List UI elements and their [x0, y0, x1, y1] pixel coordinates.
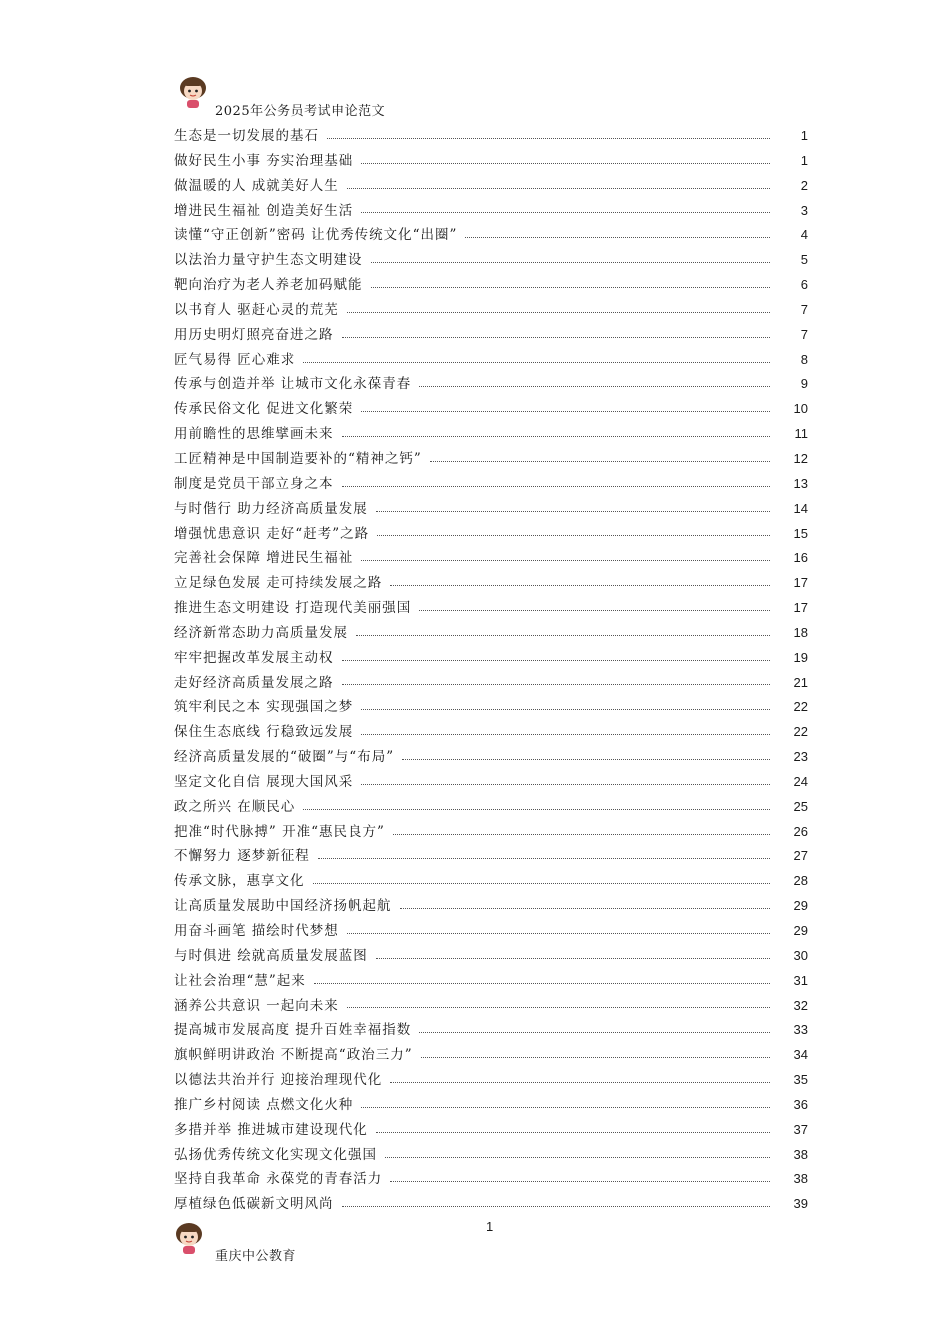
toc-entry-title: 保住生态底线 行稳致远发展 — [174, 724, 354, 741]
toc-entry-page: 32 — [793, 997, 808, 1013]
toc-entry-page: 31 — [793, 972, 808, 988]
toc-entry[interactable] — [174, 1192, 808, 1217]
toc-entry-page: 12 — [793, 450, 808, 466]
toc-entry-title: 旗帜鲜明讲政治 不断提高“政治三力” — [174, 1047, 413, 1064]
toc-entry-page: 18 — [793, 624, 808, 640]
toc-entry-title: 经济新常态助力高质量发展 — [174, 624, 348, 641]
toc-entry-title: 与时俱进 绘就高质量发展蓝图 — [174, 947, 368, 964]
toc-dot-leader — [342, 684, 771, 685]
toc-dot-leader — [390, 1082, 770, 1083]
toc-entry-title: 做温暖的人 成就美好人生 — [174, 177, 339, 194]
toc-dot-leader — [419, 1032, 770, 1033]
footer-organization: 重庆中公教育 — [215, 1249, 297, 1264]
toc-entry-page: 17 — [793, 600, 808, 616]
toc-entry-page: 7 — [800, 326, 808, 342]
toc-entry[interactable] — [174, 894, 808, 919]
toc-entry[interactable] — [174, 522, 808, 547]
toc-entry[interactable] — [174, 1093, 808, 1118]
toc-entry[interactable] — [174, 447, 808, 472]
toc-entry-page: 24 — [793, 773, 808, 789]
toc-dot-leader — [342, 436, 771, 437]
toc-entry[interactable] — [174, 199, 808, 224]
toc-dot-leader — [361, 212, 770, 213]
toc-entry-title: 读懂“守正创新”密码 让优秀传统文化“出圈” — [174, 227, 458, 244]
toc-entry-page: 25 — [793, 798, 808, 814]
toc-entry-title: 做好民生小事 夯实治理基础 — [174, 152, 354, 169]
toc-entry-title: 以德法共治并行 迎接治理现代化 — [174, 1072, 383, 1089]
toc-entry[interactable] — [174, 422, 808, 447]
toc-dot-leader — [313, 883, 771, 884]
toc-dot-leader — [402, 759, 770, 760]
toc-entry-title: 坚持自我革命 永葆党的青春活力 — [174, 1171, 383, 1188]
toc-entry-title: 增进民生福祉 创造美好生活 — [174, 202, 354, 219]
toc-entry[interactable] — [174, 695, 808, 720]
toc-entry-title: 提高城市发展高度 提升百姓幸福指数 — [174, 1022, 412, 1039]
toc-dot-leader — [371, 287, 771, 288]
toc-entry[interactable] — [174, 671, 808, 696]
toc-entry-title: 让高质量发展助中国经济扬帆起航 — [174, 898, 392, 915]
toc-entry-page: 11 — [794, 426, 808, 442]
toc-entry[interactable] — [174, 869, 808, 894]
toc-entry-title: 涵养公共意识 一起向未来 — [174, 997, 339, 1014]
toc-entry[interactable] — [174, 770, 808, 795]
toc-entry[interactable] — [174, 298, 808, 323]
toc-dot-leader — [347, 312, 770, 313]
toc-entry[interactable] — [174, 646, 808, 671]
toc-entry-page: 4 — [800, 227, 808, 243]
toc-entry-page: 3 — [800, 202, 808, 218]
toc-entry-page: 30 — [793, 947, 808, 963]
toc-entry-page: 16 — [793, 550, 808, 566]
toc-dot-leader — [419, 386, 770, 387]
toc-entry-title: 坚定文化自信 展现大国风采 — [174, 773, 354, 790]
toc-entry[interactable] — [174, 248, 808, 273]
toc-dot-leader — [318, 858, 770, 859]
toc-entry-title: 生态是一切发展的基石 — [174, 128, 319, 144]
toc-entry-title: 把准“时代脉搏” 开准“惠民良方” — [174, 823, 385, 840]
toc-dot-leader — [419, 610, 770, 611]
toc-entry-page: 37 — [793, 1121, 808, 1137]
toc-entry-page: 1 — [800, 152, 808, 168]
toc-entry-page: 21 — [793, 674, 808, 690]
toc-entry-title: 以法治力量守护生态文明建设 — [174, 252, 363, 269]
toc-dot-leader — [400, 908, 771, 909]
toc-entry-page: 28 — [793, 873, 808, 889]
toc-dot-leader — [361, 709, 770, 710]
toc-entry-page: 19 — [793, 649, 808, 665]
toc-entry-page: 5 — [800, 252, 808, 268]
toc-dot-leader — [303, 362, 770, 363]
toc-dot-leader — [390, 585, 770, 586]
toc-entry-title: 用前瞻性的思维擘画未来 — [174, 426, 334, 443]
toc-entry-page: 14 — [793, 500, 808, 516]
page-number: 1 — [486, 1219, 494, 1234]
toc-entry-title: 政之所兴 在顺民心 — [174, 798, 296, 815]
toc-entry-page: 17 — [793, 575, 808, 591]
toc-entry-title: 经济高质量发展的“破圈”与“布局” — [174, 749, 395, 766]
toc-dot-leader — [347, 1007, 770, 1008]
toc-entry-title: 用历史明灯照亮奋进之路 — [174, 326, 334, 343]
toc-entry-title: 走好经济高质量发展之路 — [174, 674, 334, 691]
toc-entry[interactable] — [174, 397, 808, 422]
cartoon-avatar-logo-icon — [174, 1222, 204, 1254]
toc-entry[interactable] — [174, 795, 808, 820]
toc-entry-title: 厚植绿色低碳新文明风尚 — [174, 1196, 334, 1213]
toc-entry-page: 2 — [800, 177, 808, 193]
toc-entry[interactable] — [174, 223, 808, 248]
toc-entry-title: 靶向治疗为老人养老加码赋能 — [174, 277, 363, 294]
toc-entry-page: 22 — [793, 699, 808, 715]
toc-entry-page: 34 — [793, 1047, 808, 1063]
toc-entry[interactable] — [174, 596, 808, 621]
toc-entry-title: 传承文脉，惠享文化 — [174, 873, 305, 890]
toc-entry-title: 弘扬优秀传统文化实现文化强国 — [174, 1146, 377, 1163]
toc-entry-page: 29 — [793, 898, 808, 914]
toc-dot-leader — [361, 411, 770, 412]
toc-dot-leader — [390, 1181, 770, 1182]
toc-dot-leader — [376, 1132, 770, 1133]
toc-dot-leader — [376, 511, 770, 512]
toc-entry-title: 让社会治理“慧”起来 — [174, 972, 306, 989]
toc-entry[interactable] — [174, 1118, 808, 1143]
toc-entry[interactable] — [174, 820, 808, 845]
toc-entry[interactable] — [174, 844, 808, 869]
toc-entry[interactable] — [174, 472, 808, 497]
toc-dot-leader — [361, 784, 770, 785]
toc-dot-leader — [342, 660, 771, 661]
toc-entry[interactable] — [174, 1043, 808, 1068]
toc-entry-page: 36 — [793, 1096, 808, 1112]
toc-entry-title: 多措并举 推进城市建设现代化 — [174, 1121, 368, 1138]
toc-dot-leader — [361, 163, 770, 164]
toc-entry[interactable] — [174, 969, 808, 994]
table-of-contents — [174, 124, 808, 1217]
toc-entry[interactable] — [174, 994, 808, 1019]
toc-entry-page: 13 — [793, 475, 808, 491]
toc-entry[interactable] — [174, 1018, 808, 1043]
toc-dot-leader — [356, 635, 770, 636]
toc-entry-title: 以书育人 驱赶心灵的荒芜 — [174, 301, 339, 318]
toc-entry-page: 15 — [793, 525, 808, 541]
toc-dot-leader — [303, 809, 770, 810]
toc-dot-leader — [342, 486, 771, 487]
toc-dot-leader — [342, 337, 771, 338]
toc-dot-leader — [465, 237, 770, 238]
toc-entry-title: 匠气易得 匠心难求 — [174, 351, 296, 368]
toc-entry[interactable] — [174, 919, 808, 944]
toc-entry[interactable] — [174, 571, 808, 596]
toc-entry-page: 35 — [793, 1072, 808, 1088]
toc-entry[interactable] — [174, 745, 808, 770]
toc-entry-title: 不懈努力 逐梦新征程 — [174, 848, 310, 865]
toc-dot-leader — [347, 933, 770, 934]
toc-entry-title: 增强忧患意识 走好“赶考”之路 — [174, 525, 370, 542]
toc-entry[interactable] — [174, 149, 808, 174]
toc-entry[interactable] — [174, 944, 808, 969]
toc-entry[interactable] — [174, 323, 808, 348]
toc-entry-page: 1 — [800, 128, 808, 143]
cartoon-avatar-logo-icon — [178, 76, 208, 108]
toc-dot-leader — [376, 958, 770, 959]
toc-entry-page: 9 — [800, 376, 808, 392]
toc-entry-page: 10 — [793, 401, 808, 417]
document-title: 2025年公务员考试申论范文 — [215, 104, 386, 119]
toc-dot-leader — [393, 834, 770, 835]
toc-dot-leader — [327, 138, 770, 139]
toc-entry-page: 6 — [800, 277, 808, 293]
toc-entry-page: 38 — [793, 1146, 808, 1162]
toc-entry[interactable] — [174, 273, 808, 298]
toc-entry[interactable] — [174, 497, 808, 522]
toc-entry-title: 筑牢利民之本 实现强国之梦 — [174, 699, 354, 716]
toc-entry-title: 推进生态文明建设 打造现代美丽强国 — [174, 600, 412, 617]
toc-entry-title: 传承民俗文化 促进文化繁荣 — [174, 401, 354, 418]
toc-entry-title: 工匠精神是中国制造要补的“精神之钙” — [174, 450, 422, 467]
toc-entry[interactable] — [174, 621, 808, 646]
toc-entry[interactable] — [174, 124, 808, 149]
toc-entry[interactable] — [174, 348, 808, 373]
toc-entry-page: 39 — [793, 1196, 808, 1212]
toc-entry-page: 26 — [793, 823, 808, 839]
toc-entry[interactable] — [174, 720, 808, 745]
toc-entry[interactable] — [174, 1167, 808, 1192]
toc-dot-leader — [421, 1057, 770, 1058]
toc-entry-page: 8 — [800, 351, 808, 367]
toc-dot-leader — [342, 1206, 771, 1207]
toc-entry[interactable] — [174, 1143, 808, 1168]
toc-dot-leader — [385, 1157, 770, 1158]
toc-entry-title: 完善社会保障 增进民生福祉 — [174, 550, 354, 567]
toc-dot-leader — [314, 983, 770, 984]
toc-entry-page: 33 — [793, 1022, 808, 1038]
toc-entry[interactable] — [174, 174, 808, 199]
toc-entry-title: 牢牢把握改革发展主动权 — [174, 649, 334, 666]
toc-entry-title: 制度是党员干部立身之本 — [174, 475, 334, 492]
toc-dot-leader — [430, 461, 770, 462]
toc-entry[interactable] — [174, 546, 808, 571]
toc-entry-page: 22 — [793, 724, 808, 740]
toc-entry[interactable] — [174, 372, 808, 397]
toc-entry-title: 立足绿色发展 走可持续发展之路 — [174, 575, 383, 592]
toc-dot-leader — [371, 262, 771, 263]
toc-entry-page: 23 — [793, 749, 808, 765]
toc-dot-leader — [361, 560, 770, 561]
toc-dot-leader — [361, 734, 770, 735]
toc-entry-page: 29 — [793, 923, 808, 938]
toc-entry-page: 7 — [800, 301, 808, 317]
toc-dot-leader — [361, 1107, 770, 1108]
toc-entry-page: 27 — [793, 848, 808, 864]
toc-entry-title: 推广乡村阅读 点燃文化火种 — [174, 1096, 354, 1113]
toc-entry-title: 用奋斗画笔 描绘时代梦想 — [174, 923, 339, 939]
toc-entry[interactable] — [174, 1068, 808, 1093]
toc-dot-leader — [377, 535, 770, 536]
toc-entry-title: 与时偕行 助力经济高质量发展 — [174, 500, 368, 517]
toc-dot-leader — [347, 188, 770, 189]
toc-entry-page: 38 — [793, 1171, 808, 1187]
toc-entry-title: 传承与创造并举 让城市文化永葆青春 — [174, 376, 412, 393]
